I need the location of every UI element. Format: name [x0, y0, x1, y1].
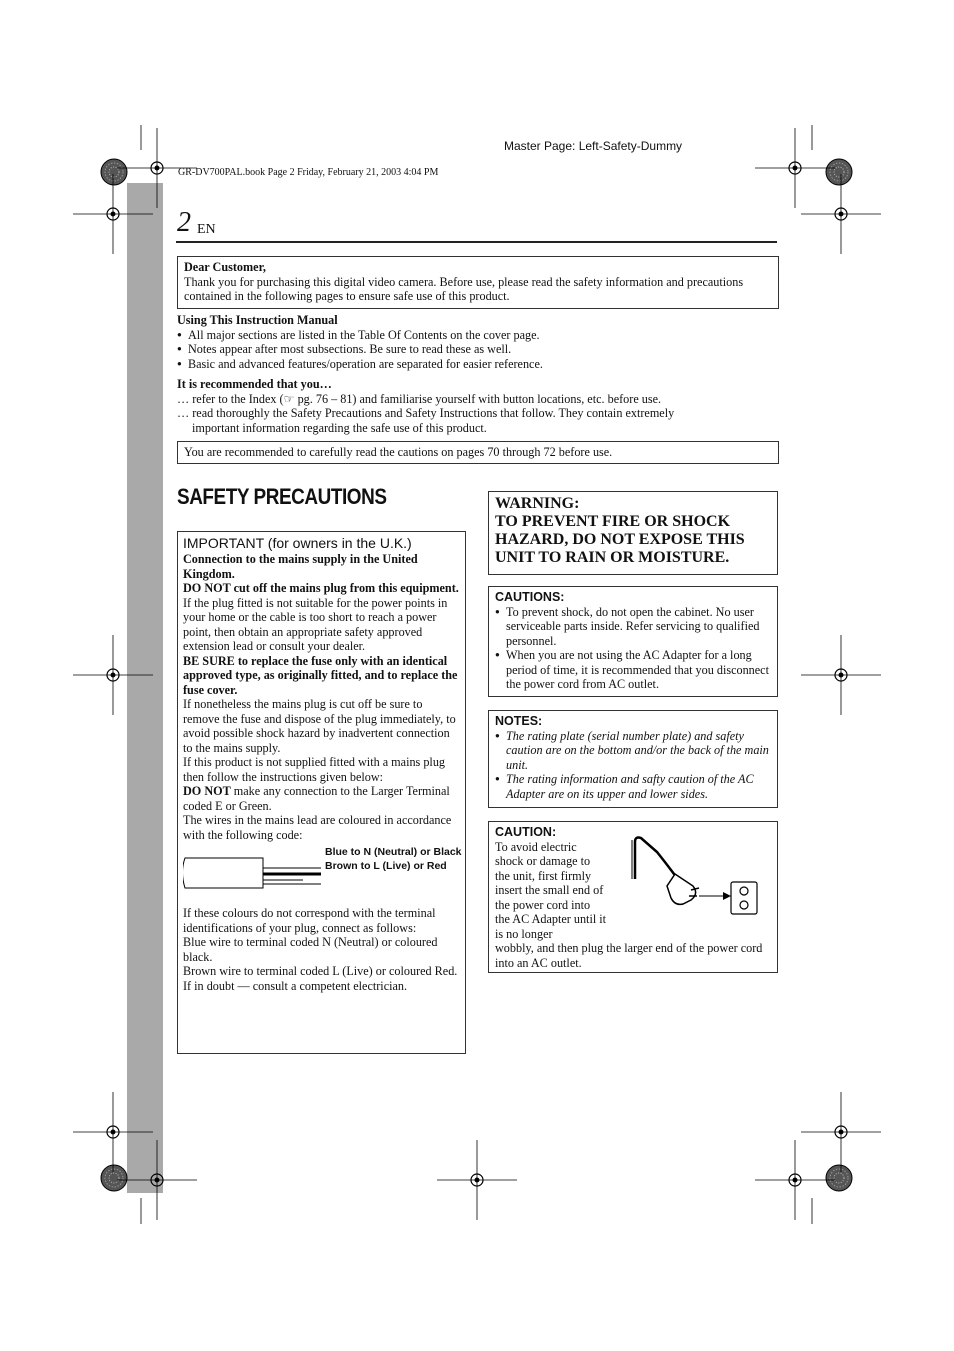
important-title: IMPORTANT (for owners in the U.K.): [183, 535, 412, 551]
important-p7: make any connection to the Larger Terminal coded E or Green.: [183, 784, 450, 813]
cautions-note: You are recommended to carefully read the cautions on pages 70 through 72 before use.: [184, 445, 613, 459]
recommended-line: … read thoroughly the Safety Precautions and Safety Instructions that follow. They contain extremely: [177, 406, 675, 420]
cautions-title: CAUTIONS:: [495, 590, 565, 604]
manual-usage-title: Using This Instruction Manual: [177, 313, 338, 327]
important-p7-bold: DO NOT: [183, 784, 231, 798]
header-rule: [176, 241, 777, 243]
wire-diagram: [183, 842, 460, 906]
mains-cable-illustration: [183, 854, 328, 894]
intro-box: [177, 256, 779, 309]
cautions-note-box: [177, 441, 779, 464]
important-p5: If nonetheless the mains plug is cut off be sure to remove the fuse and dispose of the plug immediately, to avoid possible shock hazard by inadvertent connection to the mains supply.: [183, 697, 456, 755]
important-p4: BE SURE to replace the fuse only with an identical approved type, as originally fitted, and to replace the fuse cover.: [183, 653, 458, 697]
important-p6: If this product is not supplied fitted with a mains plug then follow the instructions given below:: [183, 755, 446, 784]
notes-box: [488, 710, 778, 808]
important-p11: Brown wire to terminal coded L (Live) or coloured Red.: [183, 964, 458, 978]
important-p10: Blue wire to terminal coded N (Neutral) or coloured black.: [183, 935, 438, 964]
caution-text-wide: wobbly, and then plug the larger end of the power cord into an AC outlet.: [495, 941, 763, 970]
intro-title: Dear Customer,: [184, 260, 266, 274]
book-info-line: GR-DV700PAL.book Page 2 Friday, February 21, 2003 4:04 PM: [178, 167, 439, 178]
wire-label-brown: Brown to L (Live) or Red: [325, 859, 447, 872]
important-p1: Connection to the mains supply in the United Kingdom.: [183, 552, 418, 581]
important-p12: If in doubt — consult a competent electrician.: [183, 978, 408, 993]
master-page-label: Master Page: Left-Safety-Dummy: [504, 139, 683, 153]
caution-box: [488, 821, 778, 973]
cautions-box: [488, 586, 778, 697]
recommended-title: It is recommended that you…: [177, 377, 332, 391]
caution-title: CAUTION:: [495, 825, 557, 839]
warning-title: WARNING:: [495, 495, 580, 512]
page-number: 2: [177, 207, 191, 238]
warning-text: TO PREVENT FIRE OR SHOCK HAZARD, DO NOT EXPOSE THIS UNIT TO RAIN OR MOISTURE.: [495, 513, 745, 566]
important-p3: If the plug fitted is not suitable for the power points in your home or the cable is too short to reach a power point, then obtain an appropriate safety approved extension lead or consult your dealer.: [183, 595, 448, 653]
intro-text: Thank you for purchasing this digital video camera. Before use, please read the safety information and precautions contained in the following pages to ensure safe use of this product.: [184, 274, 744, 303]
recommended-section: [177, 377, 777, 435]
manual-usage-section: [177, 313, 777, 371]
recommended-line: … refer to the Index (☞ pg. 76 – 81) and familiarise yourself with button locations, etc. before use.: [177, 391, 662, 406]
list-item: ● The rating plate (serial number plate) and safety caution are on the bottom and/or the back of the main unit.: [495, 729, 771, 773]
power-cord-illustration: [627, 834, 767, 924]
list-item: ● Basic and advanced features/operation are separated for easier reference.: [177, 357, 777, 372]
notes-title: NOTES:: [495, 714, 543, 728]
important-p2: DO NOT cut off the mains plug from this equipment.: [183, 581, 459, 595]
list-item: ● All major sections are listed in the Table Of Contents on the cover page.: [177, 328, 777, 343]
page-language: EN: [197, 222, 216, 237]
caution-text-narrow: To avoid electric shock or damage to the unit, first firmly insert the small end of the power cord into the AC Adapter until it is no longer: [495, 839, 607, 941]
safety-heading: SAFETY PRECAUTIONS: [177, 484, 387, 509]
important-box: [177, 531, 466, 1054]
list-item: ● To prevent shock, do not open the cabinet. No user serviceable parts inside. Refer servicing to qualified personnel.: [495, 605, 771, 649]
list-item: ● The rating information and safty caution of the AC Adapter are on its upper and lower sides.: [495, 772, 771, 801]
important-p8: The wires in the mains lead are coloured in accordance with the following code:: [183, 813, 452, 842]
recommended-line: important information regarding the safe use of this product.: [192, 420, 487, 435]
list-item: ● When you are not using the AC Adapter for a long period of time, it is recommended that you disconnect the power cord from AC outlet.: [495, 648, 771, 692]
warning-box: [488, 491, 778, 575]
wire-label-blue: Blue to N (Neutral) or Black: [325, 846, 462, 858]
important-p9: If these colours do not correspond with the terminal identifications of your plug, connect as follows:: [183, 906, 436, 935]
list-item: ● Notes appear after most subsections. Be sure to read these as well.: [177, 342, 777, 357]
